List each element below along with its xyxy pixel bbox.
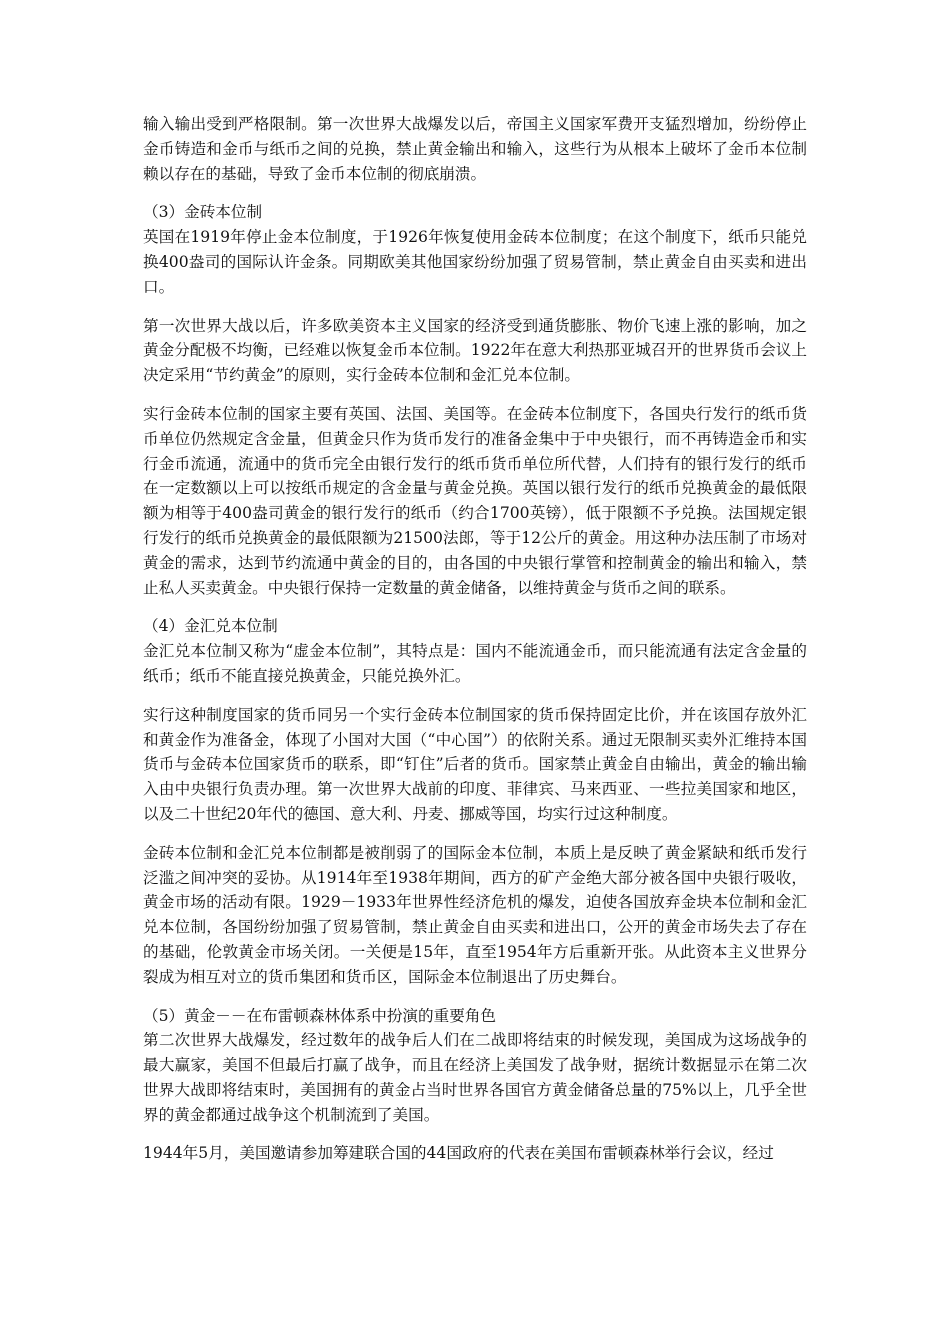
paragraph: 第二次世界大战爆发，经过数年的战争后人们在二战即将结束的时候发现，美国成为这场战争的最大赢家，美国不但最后打赢了战争，而且在经济上美国发了战争财，据统计数据显示在第二次世界大战即将结束时，美国拥有的黄金占当时世界各国官方黄金储备总量的75%以上，几乎全世界的黄金都通过战争这个机制流到了美国。 [143, 1031, 807, 1124]
section-gold-exchange-standard [143, 614, 807, 989]
paragraph: 英国在1919年停止金本位制度，于1926年恢复使用金砖本位制度；在这个制度下，纸币只能兑换400盎司的国际认许金条。同期欧美其他国家纷纷加强了贸易管制，禁止黄金自由买卖和进出口。 [143, 228, 807, 296]
paragraph: 实行金砖本位制的国家主要有英国、法国、美国等。在金砖本位制度下，各国央行发行的纸币货币单位仍然规定含金量，但黄金只作为货币发行的准备金集中于中央银行，而不再铸造金币和实行金币流通，流通中的货币完全由银行发行的纸币货币单位所代替，人们持有的银行发行的纸币在一定数额以上可以按纸币规定的含金量与黄金兑换。英国以银行发行的纸币兑换黄金的最低限额为相等于400盎司黄金的银行发行的纸币（约合1700英镑），低于限额不予兑换。法国规定银行发行的纸币兑换黄金的最低限额为21500法郎，等于12公斤的黄金。用这种办法压制了市场对黄金的需求，达到节约流通中黄金的目的，由各国的中央银行掌管和控制黄金的输出和输入，禁止私人买卖黄金。中央银行保持一定数量的黄金储备，以维持黄金与货币之间的联系。 [143, 404, 807, 597]
section-bretton-woods [143, 1004, 807, 1167]
paragraph: 第一次世界大战以后，许多欧美资本主义国家的经济受到通货膨胀、物价飞速上涨的影响，加之黄金分配极不均衡，已经难以恢复金币本位制。1922年在意大利热那亚城召开的世界货币会议上决定采用“节约黄金”的原则，实行金砖本位制和金汇兑本位制。 [143, 316, 807, 385]
document-page [143, 112, 807, 1180]
section-heading: （4）金汇兑本位制 [143, 617, 278, 636]
section-heading: （5）黄金－－在布雷顿森林体系中扮演的重要角色 [143, 1006, 496, 1025]
section-heading: （3）金砖本位制 [143, 203, 263, 222]
section-gold-bullion-standard [143, 200, 807, 600]
paragraph: 金砖本位制和金汇兑本位制都是被削弱了的国际金本位制，本质上是反映了黄金紧缺和纸币发行泛滥之间冲突的妥协。从1914年至1938年期间，西方的矿产金绝大部分被各国中央银行吸收，黄金市场的活动有限。1929－1933年世界性经济危机的爆发，迫使各国放弃金块本位制和金汇兑本位制，各国纷纷加强了贸易管制，禁止黄金自由买卖和进出口，公开的黄金市场失去了存在的基础，伦敦黄金市场关闭。一关便是15年，直至1954年方后重新开张。从此资本主义世界分裂成为相互对立的货币集团和货币区，国际金本位制退出了历史舞台。 [143, 843, 807, 986]
paragraph: 实行这种制度国家的货币同另一个实行金砖本位制国家的货币保持固定比价，并在该国存放外汇和黄金作为准备金，体现了小国对大国（“中心国”）的依附关系。通过无限制买卖外汇维持本国货币与金砖本位国家货币的联系，即“钉住”后者的货币。国家禁止黄金自由输出，黄金的输出输入由中央银行负责办理。第一次世界大战前的印度、菲律宾、马来西亚、一些拉美国家和地区，以及二十世纪20年代的德国、意大利、丹麦、挪威等国，均实行过这种制度。 [143, 705, 807, 823]
intro-paragraph: 输入输出受到严格限制。第一次世界大战爆发以后，帝国主义国家军费开支猛烈增加，纷纷停止金币铸造和金币与纸币之间的兑换，禁止黄金输出和输入，这些行为从根本上破坏了金币本位制赖以存在的基础，导致了金币本位制的彻底崩溃。 [143, 115, 807, 183]
paragraph: 金汇兑本位制又称为“虚金本位制”，其特点是：国内不能流通金币，而只能流通有法定含金量的纸币；纸币不能直接兑换黄金，只能兑换外汇。 [143, 642, 807, 685]
paragraph: 1944年5月，美国邀请参加筹建联合国的44国政府的代表在美国布雷顿森林举行会议，经过 [143, 1144, 774, 1163]
